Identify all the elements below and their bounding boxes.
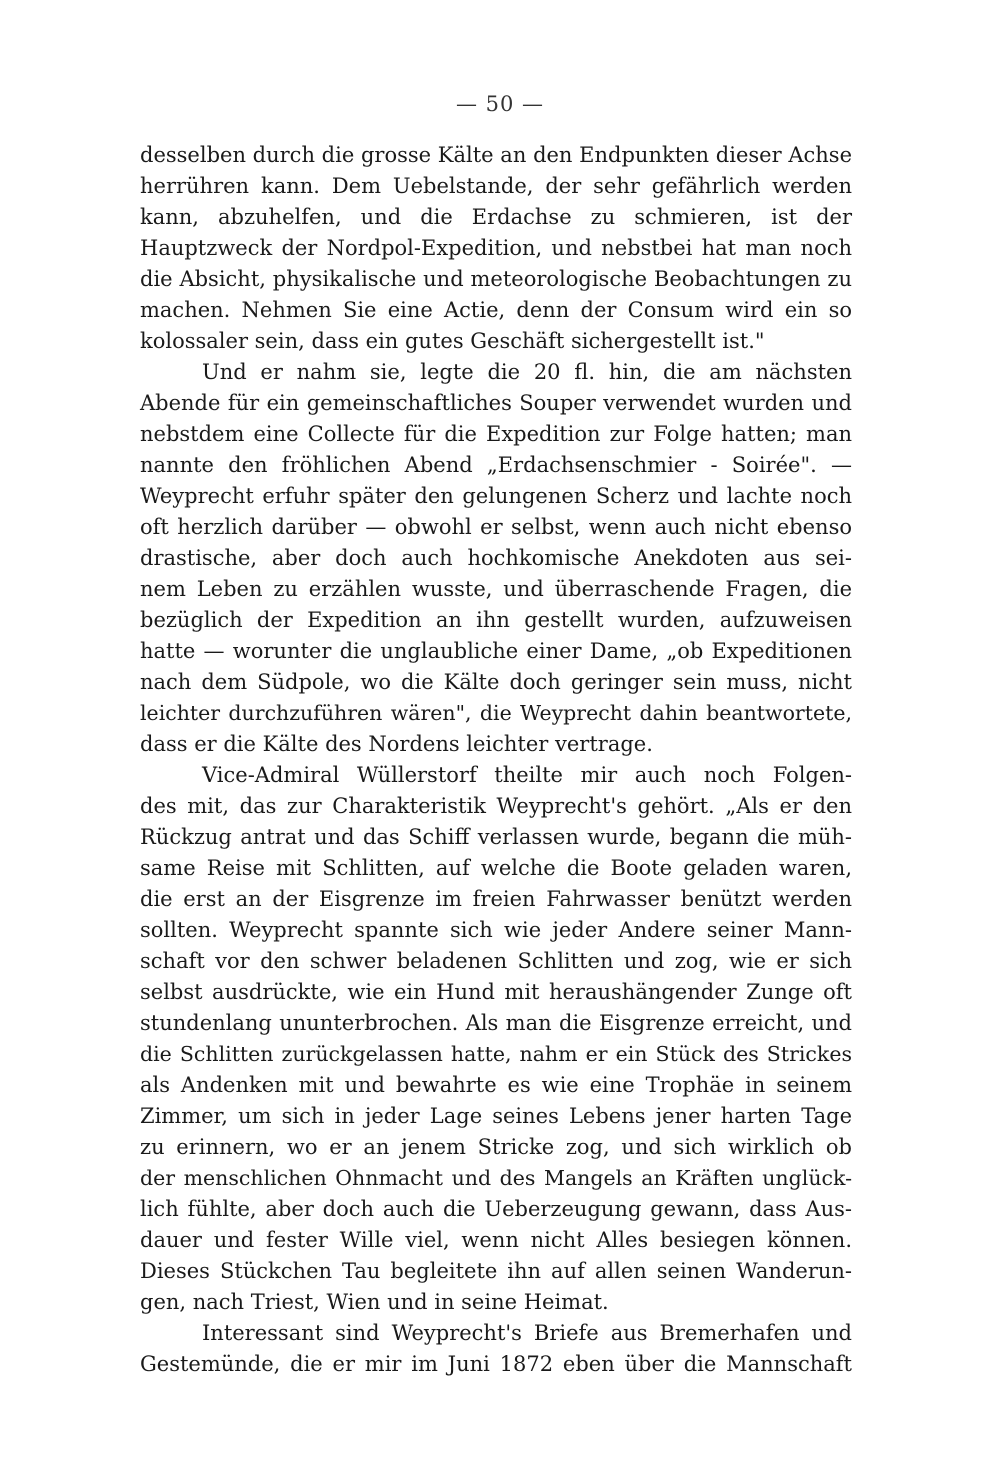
text-line: dauer und fester Wille viel, wenn nicht Alles besiegen können.: [140, 1228, 852, 1252]
text-line: selbst ausdrückte, wie ein Hund mit heraushängender Zunge oft: [140, 980, 852, 1004]
text-line: machen. Nehmen Sie eine Actie, denn der Consum wird ein so: [140, 298, 852, 322]
text-line: als Andenken mit und bewahrte es wie eine Trophäe in seinem: [140, 1073, 852, 1097]
text-line: kann, abzuhelfen, und die Erdachse zu schmieren, ist der: [140, 205, 852, 229]
text-line: desselben durch die grosse Kälte an den Endpunkten dieser Achse: [140, 143, 852, 167]
text-line: Zimmer, um sich in jeder Lage seines Lebens jener harten Tage: [140, 1104, 852, 1128]
body-text: [140, 140, 852, 1380]
text-line: leichter durchzuführen wären", die Weyprecht dahin beantwortete,: [140, 701, 852, 725]
text-line: der menschlichen Ohnmacht und des Mangels an Kräften unglück-: [140, 1166, 852, 1190]
text-line: herrühren kann. Dem Uebelstande, der sehr gefährlich werden: [140, 174, 852, 198]
text-line: lich fühlte, aber doch auch die Ueberzeugung gewann, dass Aus-: [140, 1197, 852, 1221]
text-line: Hauptzweck der Nordpol-Expedition, und nebstbei hat man noch: [140, 236, 852, 260]
text-line: schaft vor den schwer beladenen Schlitten und zog, wie er sich: [140, 949, 852, 973]
text-line: die Absicht, physikalische und meteorologische Beobachtungen zu: [140, 267, 852, 291]
text-line: hatte — worunter die unglaubliche einer Dame, „ob Expeditionen: [140, 639, 852, 663]
text-line: Gestemünde, die er mir im Juni 1872 eben über die Mannschaft: [140, 1352, 852, 1376]
text-line: Abende für ein gemeinschaftliches Souper verwendet wurden und: [140, 391, 852, 415]
text-line: Interessant sind Weyprecht's Briefe aus Bremerhafen und: [202, 1321, 852, 1345]
text-line: gen, nach Triest, Wien und in seine Heimat.: [140, 1290, 609, 1314]
text-line: Und er nahm sie, legte die 20 fl. hin, die am nächsten: [202, 360, 852, 384]
text-line: Weyprecht erfuhr später den gelungenen Scherz und lachte noch: [140, 484, 852, 508]
text-line: kolossaler sein, dass ein gutes Geschäft sichergestellt ist.": [140, 329, 765, 353]
text-line: nannte den fröhlichen Abend „Erdachsenschmier - Soirée". —: [140, 453, 852, 477]
text-line: zu erinnern, wo er an jenem Stricke zog, und sich wirklich ob: [140, 1135, 852, 1159]
page-number: — 50 —: [455, 92, 545, 116]
text-line: die Schlitten zurückgelassen hatte, nahm er ein Stück des Strickes: [140, 1042, 852, 1066]
text-line: sollten. Weyprecht spannte sich wie jeder Andere seiner Mann-: [140, 918, 852, 942]
text-line: des mit, das zur Charakteristik Weyprecht's gehört. „Als er den: [140, 794, 852, 818]
text-line: dass er die Kälte des Nordens leichter vertrage.: [140, 732, 653, 756]
text-line: drastische, aber doch auch hochkomische Anekdoten aus sei-: [140, 546, 852, 570]
text-line: nach dem Südpole, wo die Kälte doch geringer sein muss, nicht: [140, 670, 852, 694]
text-line: Dieses Stückchen Tau begleitete ihn auf allen seinen Wanderun-: [140, 1259, 852, 1283]
text-line: nebstdem eine Collecte für die Expedition zur Folge hatten; man: [140, 422, 852, 446]
text-line: die erst an der Eisgrenze im freien Fahrwasser benützt werden: [140, 887, 852, 911]
text-line: same Reise mit Schlitten, auf welche die Boote geladen waren,: [140, 856, 852, 880]
text-line: nem Leben zu erzählen wusste, und überraschende Fragen, die: [140, 577, 852, 601]
text-line: Rückzug antrat und das Schiff verlassen wurde, begann die müh-: [140, 825, 852, 849]
text-line: oft herzlich darüber — obwohl er selbst, wenn auch nicht ebenso: [140, 515, 852, 539]
text-line: stundenlang ununterbrochen. Als man die Eisgrenze erreicht, und: [140, 1011, 852, 1035]
text-line: Vice-Admiral Wüllerstorf theilte mir auch noch Folgen-: [202, 763, 852, 787]
text-line: bezüglich der Expedition an ihn gestellt wurden, aufzuweisen: [140, 608, 852, 632]
